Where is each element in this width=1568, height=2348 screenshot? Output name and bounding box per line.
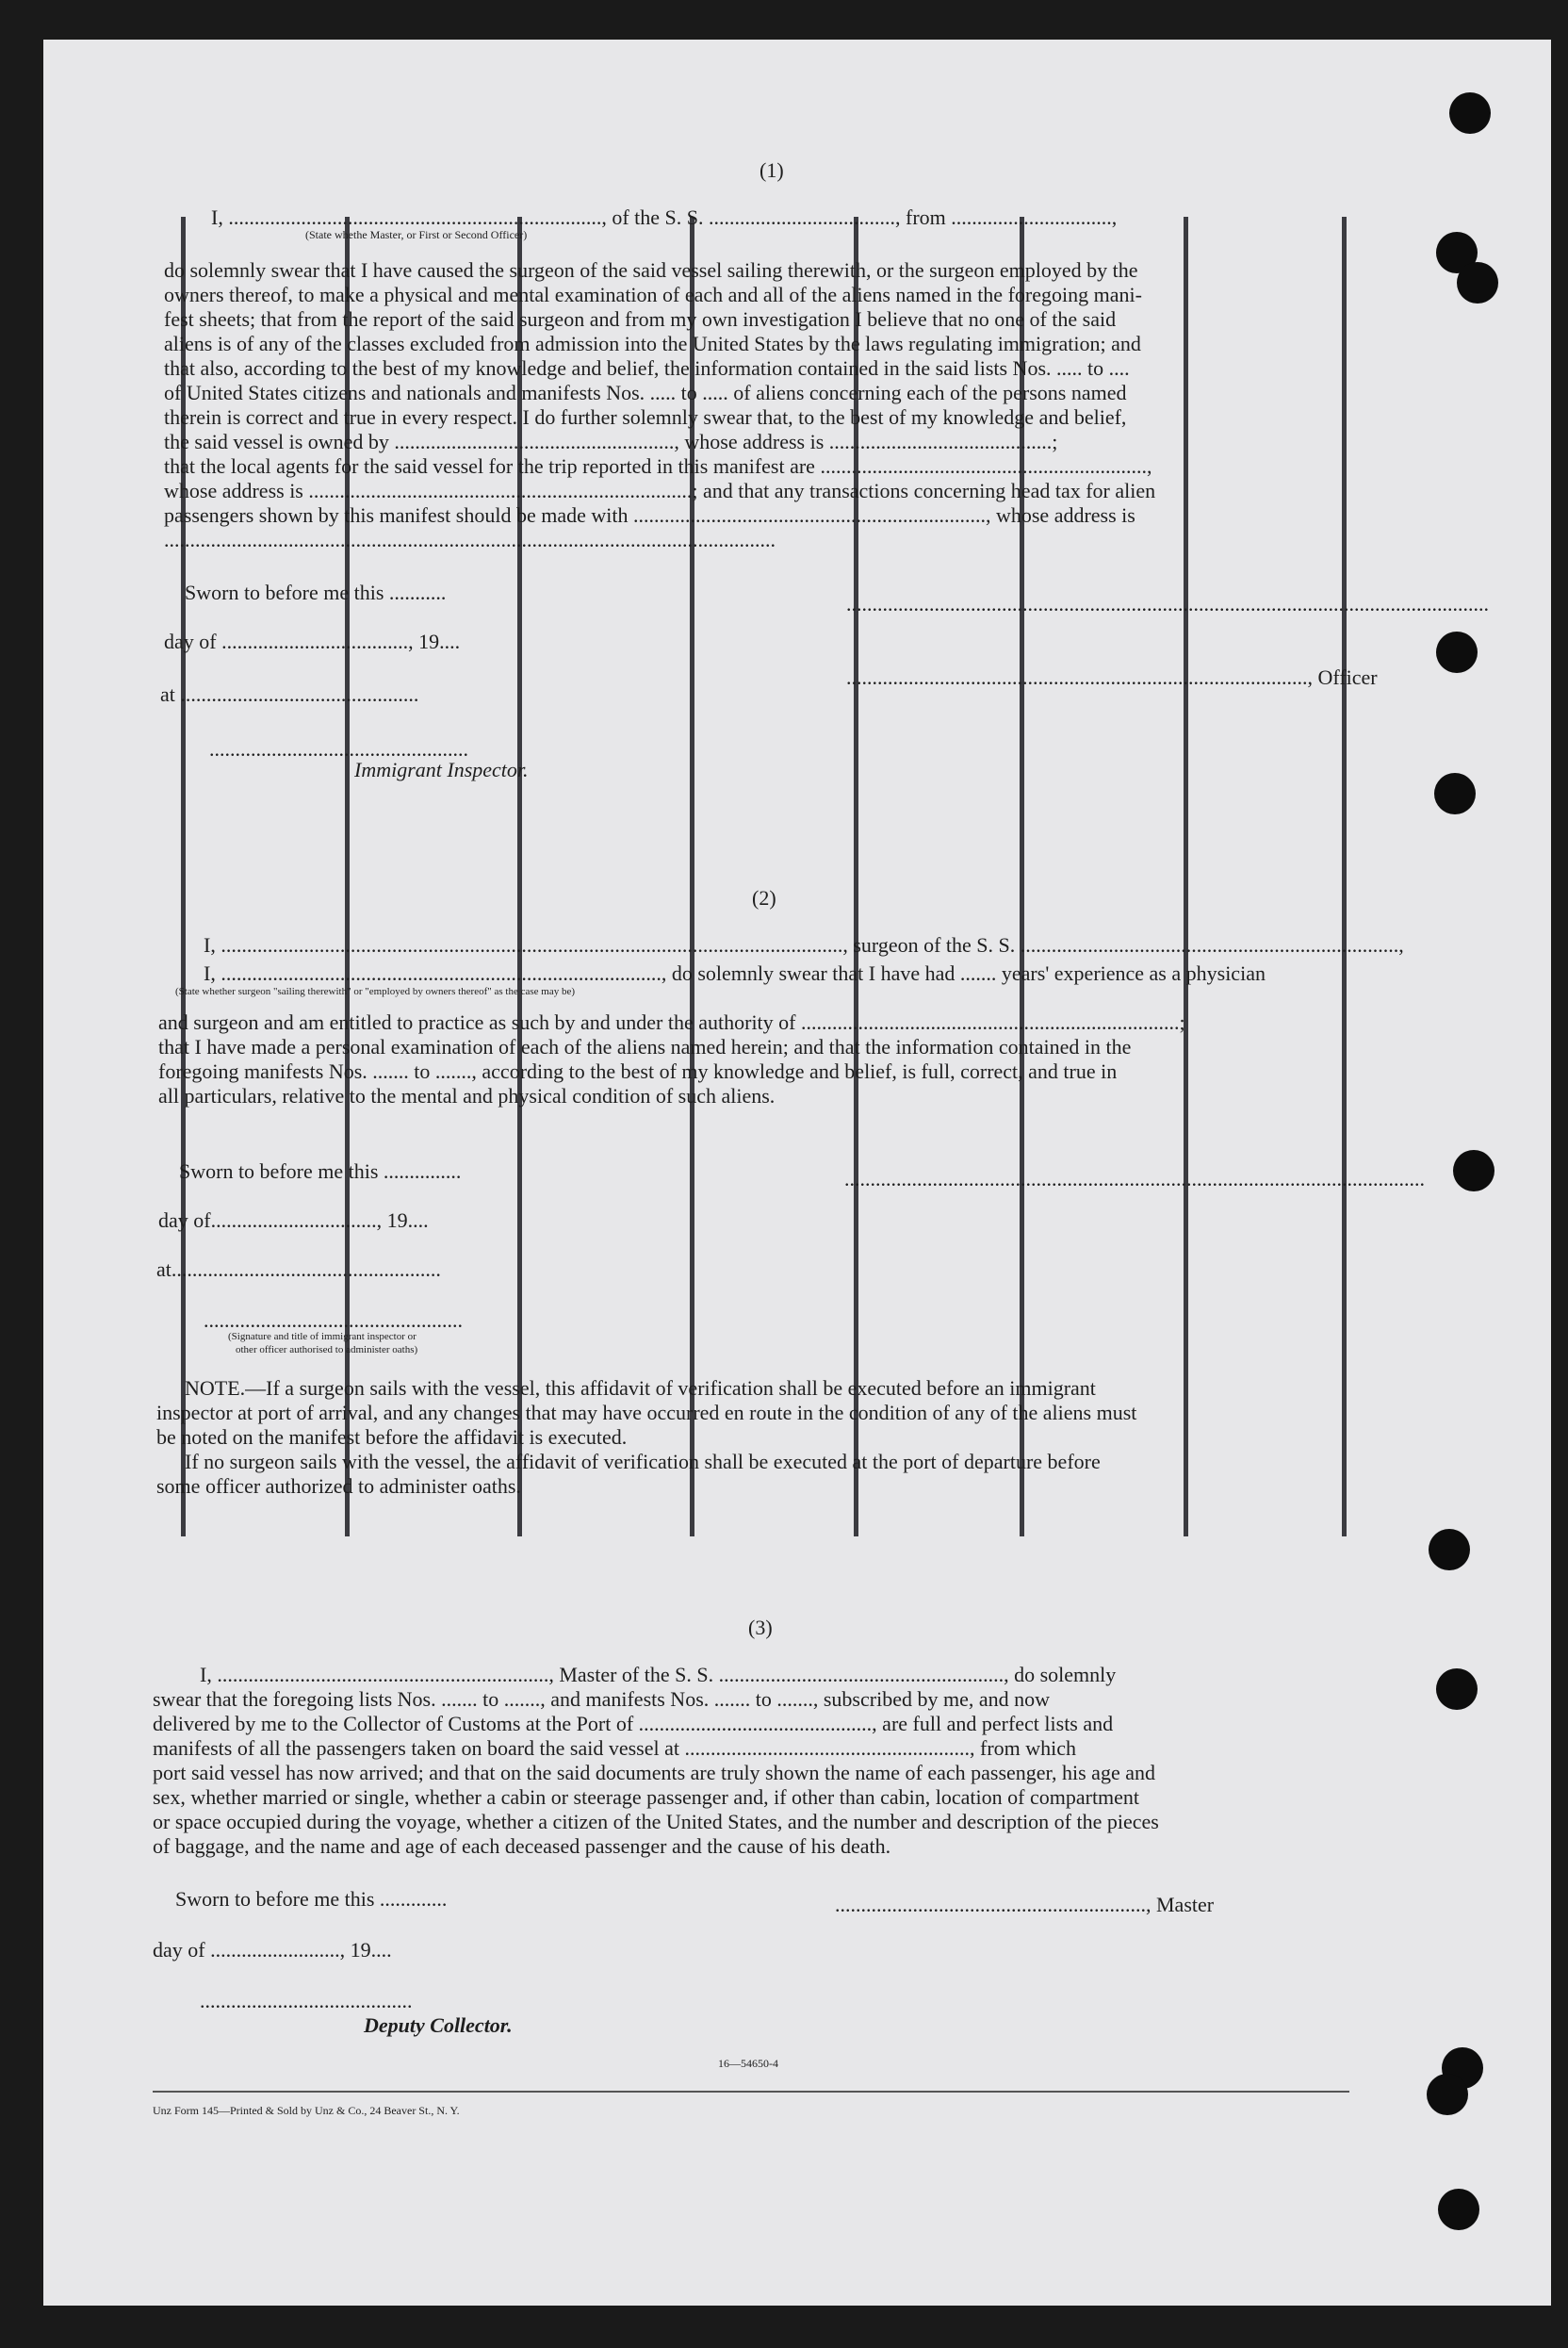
declaration-line: I, ........................................................................, of the S. S. ...................................., from ...............................,	[211, 205, 1118, 229]
inspector-title: Immigrant Inspector.	[354, 758, 529, 781]
text-line: of United States citizens and nationals and manifests Nos. ..... to ..... of aliens concerning each of the persons named	[164, 381, 1127, 404]
punch-hole	[1427, 2074, 1468, 2115]
section1-paragraph	[164, 258, 1155, 552]
section3-paragraph	[153, 1663, 1159, 1859]
declaration-line: I, ....................................................................................., do solemnly swear that I have had ....... years' experience as a physician	[204, 961, 1266, 985]
text-line: owners thereof, to make a physical and mental examination of each and all of the aliens named in the foregoing mani-	[164, 283, 1142, 306]
text-line: fest sheets; that from the report of the said surgeon and from my own investigation I believe that no one of the said	[164, 307, 1117, 331]
signature-line: ..................................................	[209, 737, 468, 761]
form-page	[43, 40, 1551, 2306]
collector-title: Deputy Collector.	[364, 2013, 513, 2037]
text-line: that I have made a personal examination of each of the aliens named herein; and that the information contained in the	[158, 1035, 1132, 1059]
text-line: therein is correct and true in every respect. I do further solemnly swear that, to the best of my knowledge and belief,	[164, 405, 1127, 429]
note-line: be noted on the manifest before the affidavit is executed.	[156, 1425, 628, 1449]
text-line: I, ................................................................, Master of the S. S. ......................................................., do solemnly	[200, 1663, 1117, 1686]
text-line: that also, according to the best of my knowledge and belief, the information contained in the said lists Nos. ..... to ....	[164, 356, 1130, 380]
punch-hole	[1438, 2189, 1479, 2230]
section-number: (2)	[752, 886, 776, 910]
text-line: passengers shown by this manifest should be made with ...................................................................., whose address is	[164, 503, 1135, 527]
officer-line: ................................................................................................................	[844, 1167, 1425, 1190]
text-line: or space occupied during the voyage, whether a citizen of the United States, and the number and description of the pieces	[153, 1810, 1159, 1833]
text-line: whose address is ..........................................................................; and that any transactions concerning head tax for alien	[164, 479, 1156, 502]
column-line	[1342, 217, 1347, 1536]
declaration-line: I, ........................................................................................................................, surgeon of the S. S. .........................................................................,	[204, 933, 1404, 957]
text-line: do solemnly swear that I have caused the surgeon of the said vessel sailing therewith, or the surgeon employed by the	[164, 258, 1138, 282]
signature-line: ..................................................	[204, 1308, 463, 1332]
day-line: day of ........................., 19....	[153, 1938, 392, 1962]
sworn-line: Sworn to before me this .............	[175, 1887, 448, 1911]
punch-hole	[1457, 262, 1498, 304]
punch-hole	[1429, 1529, 1470, 1570]
text-line: foregoing manifests Nos. ....... to ......., according to the best of my knowledge and belief, is full, correct, and true in	[158, 1059, 1118, 1083]
day-line: day of................................, 19....	[158, 1208, 429, 1232]
text-line: sex, whether married or single, whether a cabin or steerage passenger and, if other than cabin, location of compartment	[153, 1785, 1140, 1809]
text-line: and surgeon and am entitled to practice as such by and under the authority of .........................................................................;	[158, 1010, 1185, 1034]
sworn-line: Sworn to before me this ...............	[179, 1159, 462, 1183]
punch-hole	[1436, 1668, 1478, 1710]
note-line: NOTE.—If a surgeon sails with the vessel, this affidavit of verification shall be executed before an immigrant	[185, 1376, 1096, 1400]
column-line	[1184, 217, 1188, 1536]
note-line: inspector at port of arrival, and any changes that may have occurred en route in the condition of any of the aliens must	[156, 1401, 1137, 1424]
note-line: some officer authorized to administer oaths.	[156, 1474, 521, 1498]
master-signature: ............................................................, Master	[835, 1893, 1215, 1916]
text-line: all particulars, relative to the mental and physical condition of such aliens.	[158, 1084, 776, 1108]
punch-hole	[1453, 1150, 1494, 1191]
punch-hole	[1449, 92, 1491, 134]
text-line: aliens is of any of the classes excluded from admission into the United States by the laws regulating immigration; and	[164, 332, 1141, 355]
signature-caption: (Signature and title of immigrant inspector or	[228, 1331, 416, 1342]
text-line: swear that the foregoing lists Nos. ....... to ......., and manifests Nos. ....... to ......., subscribed by me, and now	[153, 1687, 1050, 1711]
text-line: ......................................................................................................................	[164, 528, 776, 551]
text-line: port said vessel has now arrived; and that on the said documents are truly shown the name of each passenger, his age and	[153, 1761, 1155, 1784]
form-code: 16—54650-4	[718, 2057, 778, 2070]
text-line: of baggage, and the name and age of each deceased passenger and the cause of his death.	[153, 1834, 891, 1858]
officer-signature: ........................................................................................., Officer	[846, 665, 1378, 689]
section-number: (3)	[748, 1616, 773, 1639]
text-line: manifests of all the passengers taken on board the said vessel at ......................................................., from which	[153, 1736, 1077, 1760]
sworn-line: Sworn to before me this ...........	[185, 581, 447, 604]
section-number: (1)	[760, 158, 784, 182]
note-line: If no surgeon sails with the vessel, the affidavit of verification shall be executed at the port of departure before	[185, 1450, 1101, 1473]
punch-hole	[1434, 773, 1476, 814]
at-line: at....................................................	[156, 1257, 441, 1281]
officer-line: ............................................................................................................................	[846, 592, 1489, 616]
text-line: the said vessel is owned by ......................................................, whose address is ...........................................;	[164, 430, 1058, 453]
punch-hole	[1436, 632, 1478, 673]
text-line: that the local agents for the said vessel for the trip reported in this manifest are ...............................................................,	[164, 454, 1152, 478]
note-block	[156, 1376, 1136, 1499]
signature-line: .........................................	[200, 1989, 413, 2012]
section2-paragraph	[158, 1010, 1185, 1108]
caption: (State whethe Master, or First or Second Officer)	[305, 228, 528, 241]
at-line: at ..............................................	[160, 682, 419, 706]
text-line: delivered by me to the Collector of Customs at the Port of ............................................., are full and perfect lists and	[153, 1712, 1114, 1735]
day-line: day of ...................................., 19....	[164, 630, 461, 653]
signature-caption: other officer authorised to administer oaths)	[236, 1344, 418, 1355]
caption: (State whether surgeon "sailing therewith" or "employed by owners thereof" as the case may be)	[175, 986, 576, 997]
footer-rule	[153, 2091, 1349, 2093]
footer-imprint: Unz Form 145—Printed & Sold by Unz & Co., 24 Beaver St., N. Y.	[153, 2104, 460, 2117]
